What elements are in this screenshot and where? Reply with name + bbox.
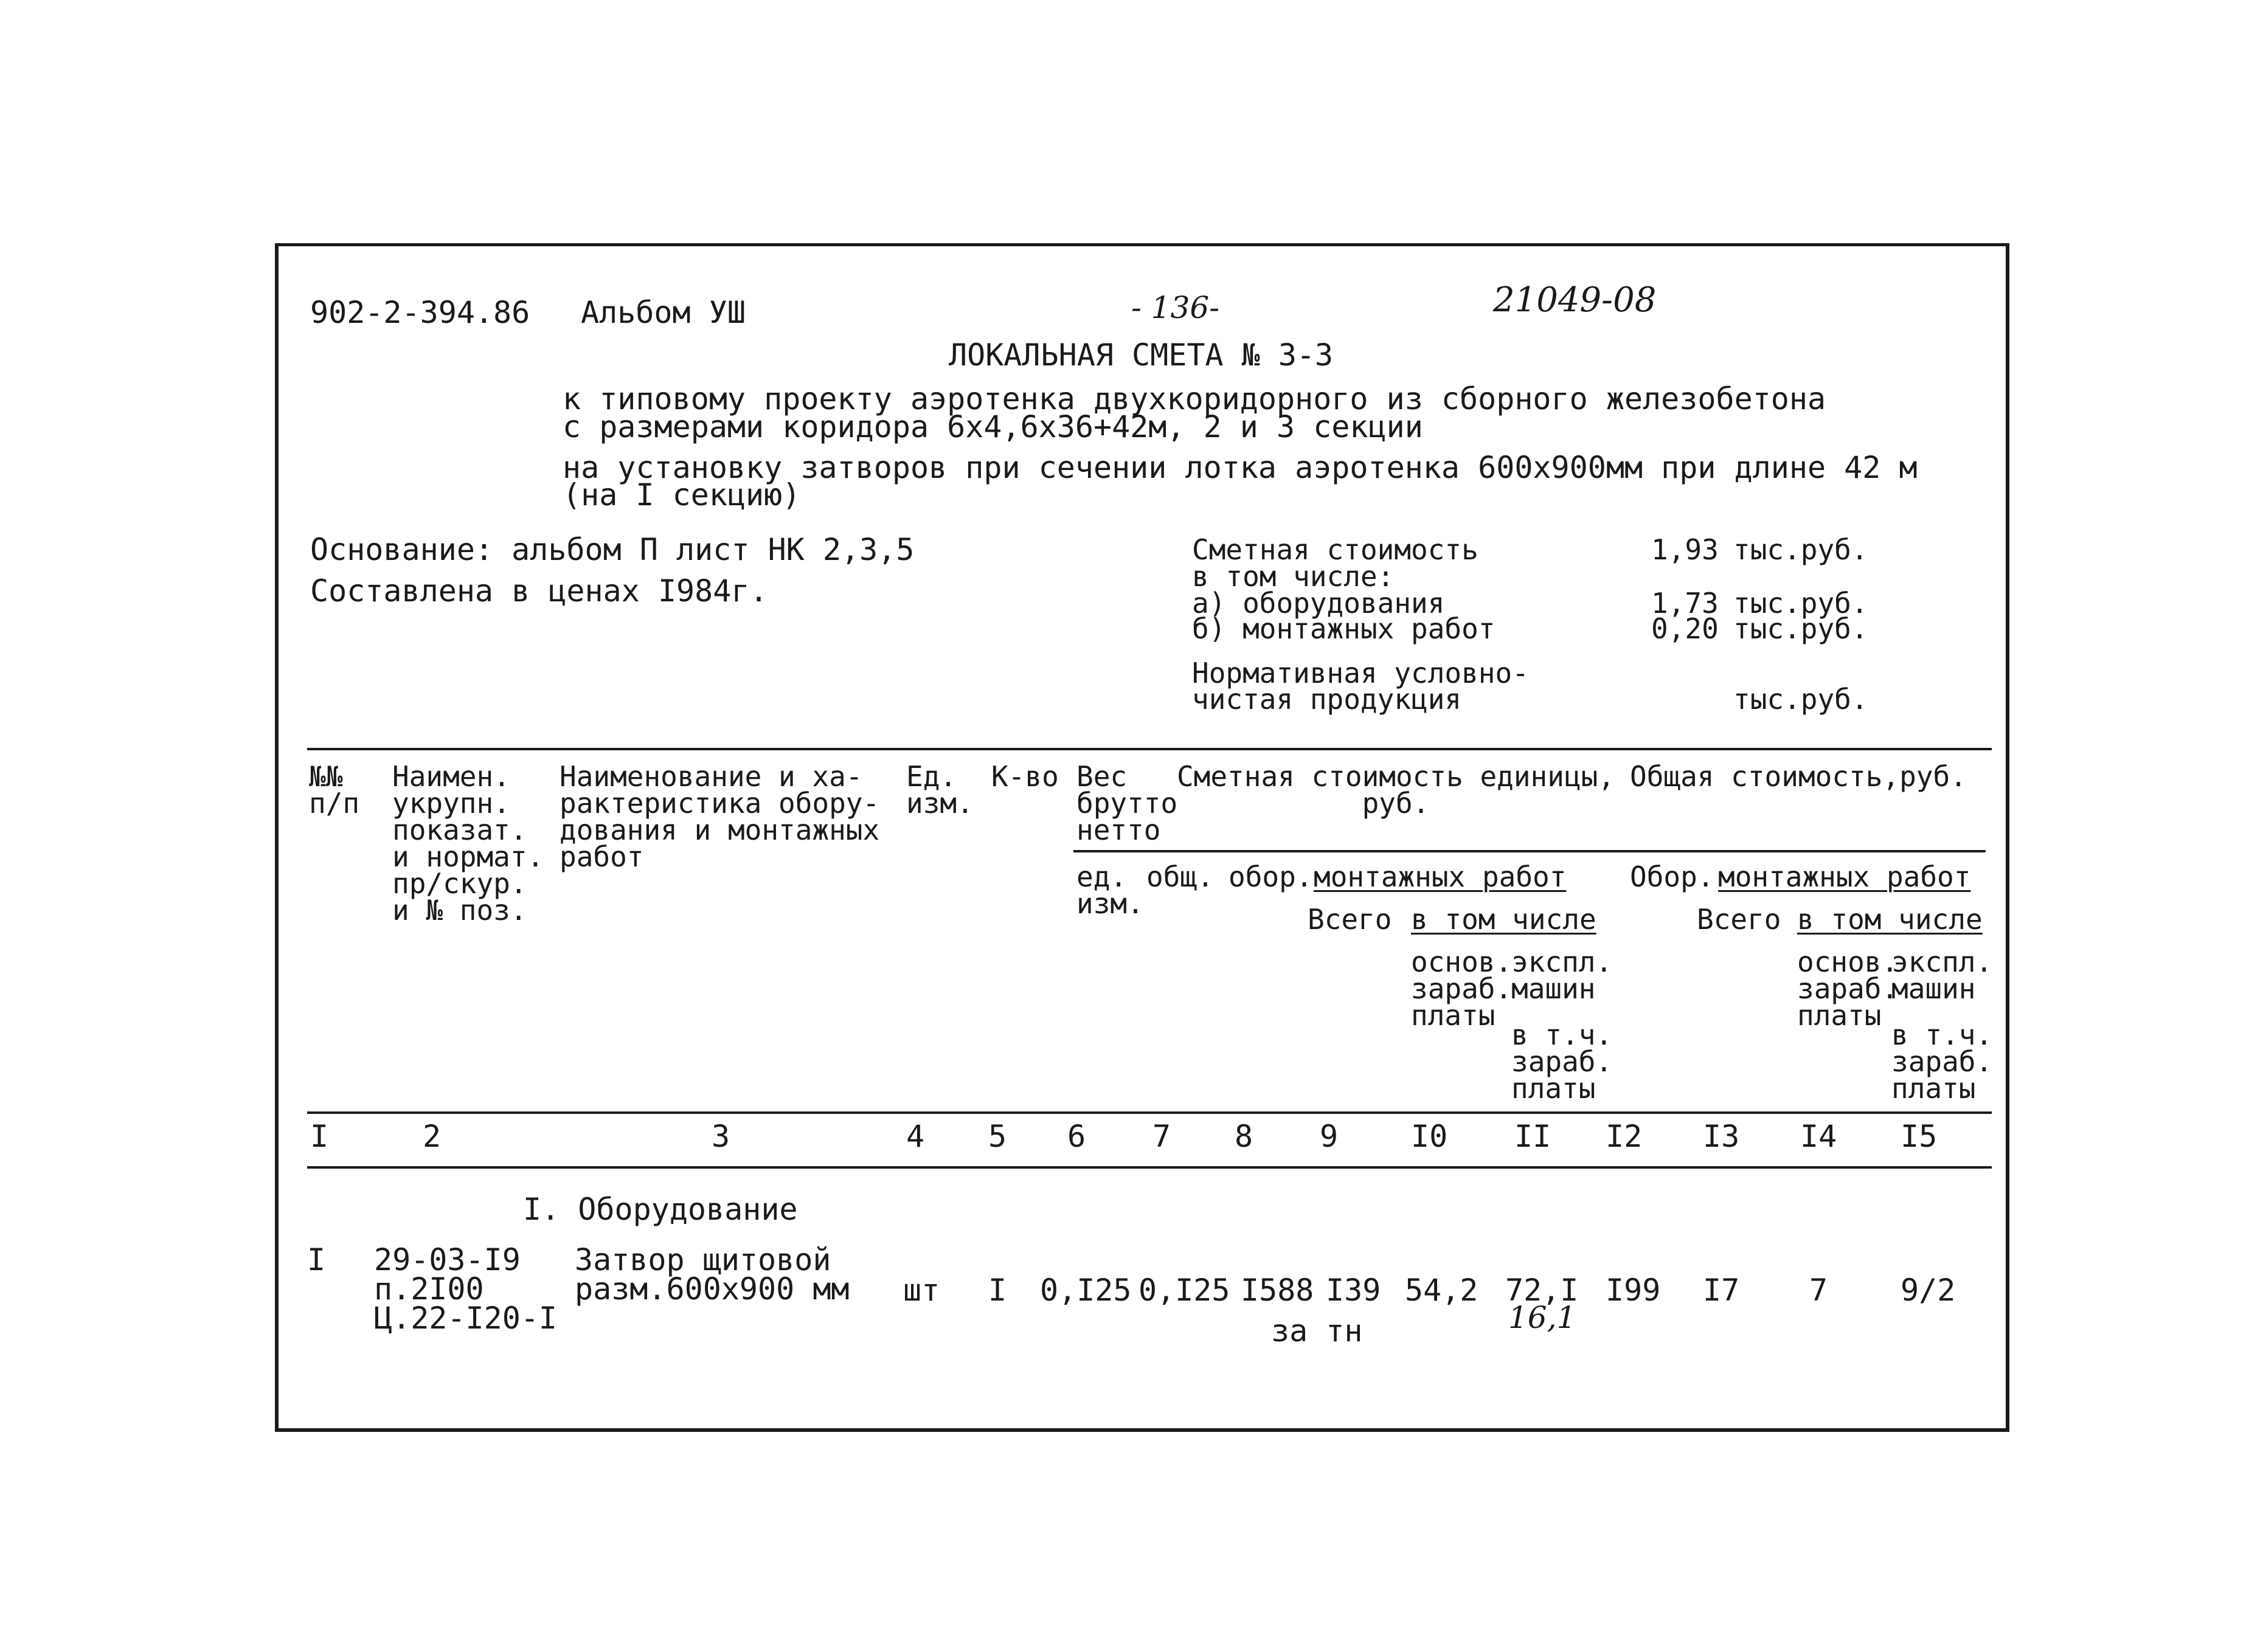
normative-label-2: чистая продукция <box>1192 683 1462 716</box>
column-number: I3 <box>1703 1119 1740 1154</box>
equipment-cost-unit: тыс.руб. <box>1733 587 1868 620</box>
header-installation-total: монтажных работ <box>1718 860 1971 893</box>
row-quantity: I <box>988 1273 1007 1308</box>
column-number: 8 <box>1235 1119 1253 1154</box>
header-unit-cost: Сметная стоимость единицы, руб. <box>1176 760 1615 820</box>
header-total-cost: Общая стоимость,руб. <box>1630 760 1967 793</box>
subtitle-line-2: с размерами коридора 6х4,6х36+42м, 2 и 3 секции <box>563 409 1423 444</box>
total-cost-unit: тыс.руб. <box>1733 533 1868 566</box>
column-number: 3 <box>712 1119 730 1154</box>
row-base-wage-sum: 7 <box>1809 1273 1828 1308</box>
row-equipment-price: I588 <box>1241 1273 1314 1308</box>
column-number: I5 <box>1901 1119 1938 1154</box>
subtitle-line-1: к типовому проекту аэротенка двухкоридорного из сборного железобетона <box>563 381 1826 416</box>
row-description: Затвор щитовой разм.600х900 мм <box>575 1242 850 1307</box>
installation-cost-label: б) монтажных работ <box>1192 612 1495 645</box>
row-weight-total: 0,I25 <box>1138 1273 1230 1308</box>
header-installation: монтажных работ <box>1314 860 1567 893</box>
column-numbers-bottom-rule <box>307 1166 1992 1169</box>
row-installation-sum: I7 <box>1703 1273 1740 1308</box>
header-machines-wage: в т.ч. зараб. платы <box>1511 1018 1613 1105</box>
header-all: Всего <box>1308 903 1392 936</box>
column-number: 5 <box>988 1119 1007 1154</box>
installation-cost-unit: тыс.руб. <box>1733 612 1868 645</box>
row-machines-sum: 9/2 <box>1901 1273 1956 1308</box>
header-unit: Ед. изм. <box>906 760 974 820</box>
row-norm-code: 29-03-I9 п.2I00 Ц.22-I20-I <box>374 1242 558 1336</box>
basis-line-1: Основание: альбом П лист НК 2,3,5 <box>310 532 915 567</box>
column-number: 4 <box>906 1119 925 1154</box>
column-numbers-top-rule <box>307 1111 1992 1114</box>
section-title: I. Оборудование <box>523 1192 798 1227</box>
installation-cost-value: 0,20 <box>1651 612 1719 645</box>
column-number: 9 <box>1320 1119 1339 1154</box>
basis-line-2: Составлена в ценах I984г. <box>310 573 768 609</box>
normative-unit: тыс.руб. <box>1733 683 1868 716</box>
header-machines-total: экспл. машин <box>1891 945 1993 1005</box>
row-weight-unit: 0,I25 <box>1040 1273 1132 1308</box>
album-label: Альбом УШ <box>581 295 746 330</box>
header-description: Наименование и ха- рактеристика обору- дования и монтажных работ <box>560 760 880 873</box>
column-number: I2 <box>1606 1119 1643 1154</box>
row-base-wage: 54,2 <box>1405 1273 1478 1308</box>
header-rule-1 <box>1073 850 1986 852</box>
document-title: ЛОКАЛЬНАЯ СМЕТА № 3-3 <box>949 337 1334 373</box>
equipment-cost-label: а) оборудования <box>1192 587 1445 620</box>
including-label: в том числе: <box>1192 560 1395 593</box>
row-installation-total: I39 <box>1326 1273 1381 1308</box>
column-number: 2 <box>423 1119 442 1154</box>
header-machines-wage-total: в т.ч. зараб. платы <box>1891 1018 1993 1105</box>
header-number: №№ п/п <box>309 760 360 820</box>
row-number: I <box>307 1242 326 1277</box>
header-machines: экспл. машин <box>1511 945 1613 1005</box>
header-norm-code: Наимен. укрупн. показат. и нормат. пр/скур. и № поз. <box>392 760 544 927</box>
header-base-wage: основ. зараб. платы <box>1411 945 1513 1032</box>
header-including: в том числе <box>1411 903 1596 936</box>
table-top-rule <box>307 748 1992 750</box>
header-quantity: К-во <box>991 760 1059 793</box>
header-weight-total: общ. <box>1146 860 1214 893</box>
header-including-total: в том числе <box>1797 903 1983 936</box>
header-base-wage-total: основ. зараб. платы <box>1797 945 1899 1032</box>
subtitle-line-4: (на I секцию) <box>563 477 801 513</box>
header-weight: Вес брутто нетто <box>1076 760 1178 846</box>
total-cost-value: 1,93 <box>1651 533 1719 566</box>
row-unit: шт <box>903 1273 940 1308</box>
header-weight-unit: ед. изм. <box>1076 860 1144 920</box>
column-number: I0 <box>1411 1119 1448 1154</box>
row-price-note: за тн <box>1271 1313 1363 1349</box>
column-number: I4 <box>1800 1119 1837 1154</box>
header-equipment-total: Обор. <box>1630 860 1714 893</box>
document-number: 21049-08 <box>1493 280 1657 320</box>
subtitle-line-3: на установку затворов при сечении лотка аэротенка 600х900мм при длине 42 м <box>563 450 1918 485</box>
row-machines-wage: 16,1 <box>1508 1300 1576 1335</box>
page-number: - 136- <box>1131 290 1220 325</box>
column-number: II <box>1514 1119 1551 1154</box>
column-number: 7 <box>1152 1119 1171 1154</box>
project-code: 902-2-394.86 <box>310 295 530 330</box>
total-cost-label: Сметная стоимость <box>1192 533 1478 566</box>
header-equipment: обор. <box>1229 860 1313 893</box>
normative-label-1: Нормативная условно- <box>1192 657 1529 689</box>
row-machines: 72,I <box>1505 1273 1579 1308</box>
header-all-total: Всего <box>1697 903 1781 936</box>
column-number: I <box>310 1119 329 1154</box>
equipment-cost-value: 1,73 <box>1651 587 1719 620</box>
row-equipment-sum: I99 <box>1606 1273 1661 1308</box>
column-number: 6 <box>1067 1119 1086 1154</box>
